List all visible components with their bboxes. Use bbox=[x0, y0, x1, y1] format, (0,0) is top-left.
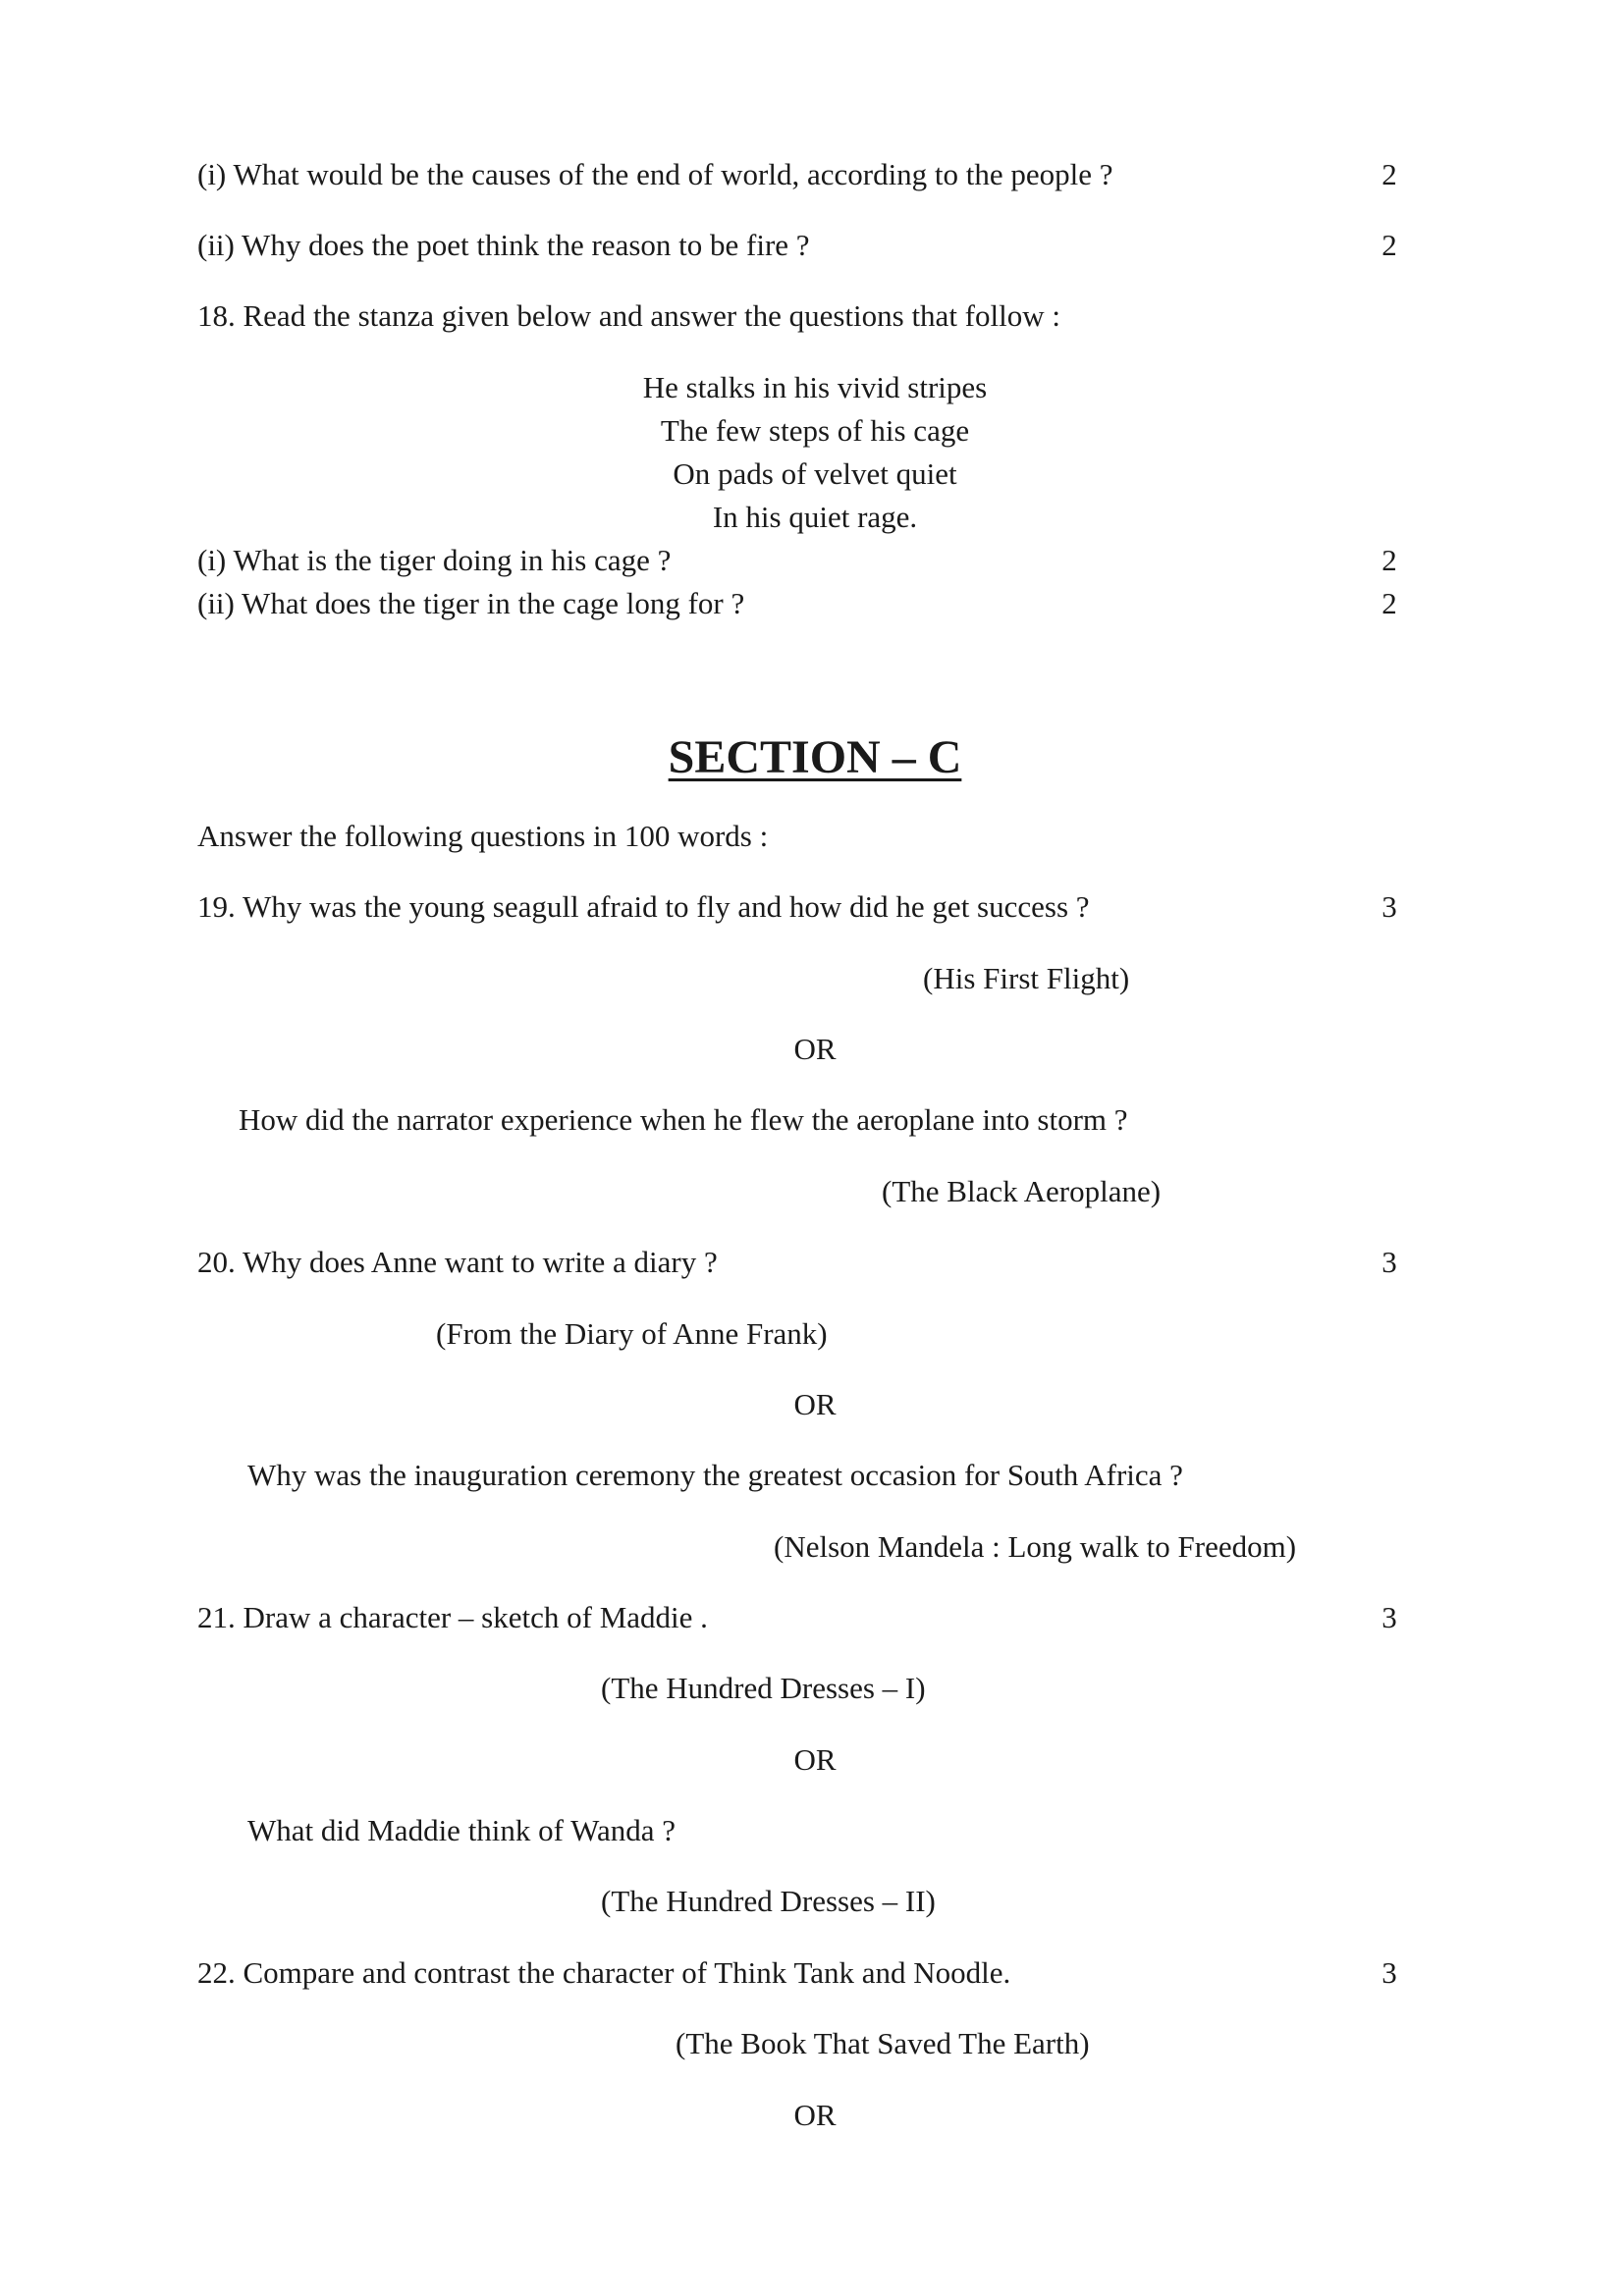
stanza-line-1: He stalks in his vivid stripes bbox=[642, 370, 988, 404]
q22-marks: 3 bbox=[1381, 1955, 1397, 1990]
q20-source: (From the Diary of Anne Frank) bbox=[436, 1316, 828, 1351]
q18-sub1-marks: 2 bbox=[1381, 543, 1397, 577]
q19-marks: 3 bbox=[1381, 889, 1397, 924]
q21-text: 21. Draw a character – sketch of Maddie . bbox=[197, 1600, 708, 1634]
q19-text: 19. Why was the young seagull afraid to fly and how did he get success ? bbox=[197, 889, 1090, 924]
q21-source: (The Hundred Dresses – I) bbox=[601, 1671, 926, 1705]
q18-sub1-text: (i) What is the tiger doing in his cage ? bbox=[197, 543, 672, 577]
q22-or: OR bbox=[793, 2098, 837, 2132]
q22-source: (The Book That Saved The Earth) bbox=[676, 2026, 1090, 2060]
q21-alt-text: What did Maddie think of Wanda ? bbox=[247, 1813, 676, 1847]
q19-source: (His First Flight) bbox=[923, 961, 1130, 995]
q19-alt-source: (The Black Aeroplane) bbox=[882, 1174, 1162, 1208]
stanza-line-3: On pads of velvet quiet bbox=[673, 456, 957, 491]
q21-marks: 3 bbox=[1381, 1600, 1397, 1634]
q21-alt-source: (The Hundred Dresses – II) bbox=[601, 1884, 936, 1918]
q21-or: OR bbox=[793, 1742, 837, 1777]
q17-sub1-text: (i) What would be the causes of the end of world, according to the people ? bbox=[197, 157, 1113, 191]
q20-text: 20. Why does Anne want to write a diary ? bbox=[197, 1245, 718, 1279]
q22-text: 22. Compare and contrast the character of Think Tank and Noodle. bbox=[197, 1955, 1011, 1990]
section-instruction: Answer the following questions in 100 words : bbox=[197, 819, 769, 853]
section-heading bbox=[0, 728, 1624, 787]
q17-sub2-text: (ii) Why does the poet think the reason to be fire ? bbox=[197, 228, 810, 262]
q20-marks: 3 bbox=[1381, 1245, 1397, 1279]
q18-prompt: 18. Read the stanza given below and answer the questions that follow : bbox=[197, 298, 1060, 333]
q20-alt-text: Why was the inauguration ceremony the greatest occasion for South Africa ? bbox=[247, 1458, 1183, 1492]
q18-sub2-text: (ii) What does the tiger in the cage long for ? bbox=[197, 586, 745, 620]
q20-alt-source: (Nelson Mandela : Long walk to Freedom) bbox=[774, 1529, 1297, 1564]
q19-or: OR bbox=[793, 1032, 837, 1066]
stanza-line-2: The few steps of his cage bbox=[660, 413, 970, 448]
q18-sub2-marks: 2 bbox=[1381, 586, 1397, 620]
q19-alt-text: How did the narrator experience when he flew the aeroplane into storm ? bbox=[239, 1102, 1128, 1137]
stanza-line-4: In his quiet rage. bbox=[712, 500, 918, 534]
q17-sub2-marks: 2 bbox=[1381, 228, 1397, 262]
q20-or: OR bbox=[793, 1387, 837, 1421]
q17-sub1-marks: 2 bbox=[1381, 157, 1397, 191]
section-heading-text: SECTION – C bbox=[668, 731, 962, 783]
